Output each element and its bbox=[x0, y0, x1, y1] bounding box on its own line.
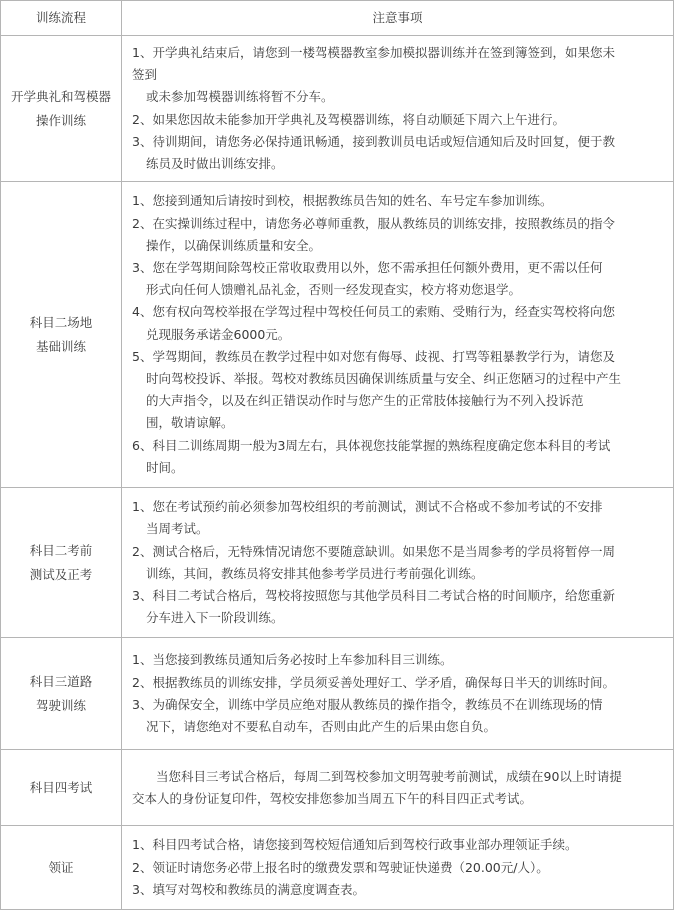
stage-cell bbox=[1, 182, 122, 488]
table-row bbox=[1, 488, 674, 638]
note-line: 1、当您接到教练员通知后务必按时上车参加科目三训练。 bbox=[132, 652, 453, 668]
stage-label: 科目三道路 bbox=[29, 673, 93, 689]
note-line: 时向驾校投诉、举报。驾校对教练员因确保训练质量与安全、纠正您陋习的过程中产生 bbox=[146, 371, 622, 387]
stage-label: 操作训练 bbox=[35, 112, 86, 128]
stage-label: 驾驶训练 bbox=[35, 697, 86, 713]
note-line: 或未参加驾模器训练将暂不分车。 bbox=[146, 89, 334, 105]
table-header-row bbox=[1, 1, 674, 36]
stage-cell bbox=[1, 36, 122, 182]
stage-label: 测试及正考 bbox=[29, 566, 93, 582]
table-row bbox=[1, 182, 674, 488]
notes-cell bbox=[122, 182, 674, 488]
note-line: 3、您在学驾期间除驾校正常收取费用以外，您不需承担任何额外费用，更不需以任何 bbox=[132, 260, 603, 275]
header-stage: 训练流程 bbox=[1, 1, 122, 36]
note-line: 围，敬请谅解。 bbox=[146, 415, 234, 431]
stage-cell bbox=[1, 750, 122, 826]
notes-cell bbox=[122, 488, 674, 638]
note-line: 2、如果您因故未能参加开学典礼及驾模器训练，将自动顺延下周六上午进行。 bbox=[132, 111, 565, 127]
note-line: 2、根据教练员的训练安排，学员须妥善处理好工、学矛盾，确保每日半天的训练时间。 bbox=[132, 674, 615, 690]
note-line: 3、填写对驾校和教练员的满意度调查表。 bbox=[132, 881, 365, 897]
note-line: 3、待训期间，请您务必保持通讯畅通，接到教训员电话或短信通知后及时回复，便于教 bbox=[132, 133, 615, 149]
notes-cell bbox=[122, 638, 674, 750]
note-line: 2、在实操训练过程中，请您务必尊师重教，服从教练员的训练安排，按照教练员的指令 bbox=[132, 215, 615, 231]
stage-label: 基础训练 bbox=[35, 338, 86, 354]
notes-cell bbox=[122, 36, 674, 182]
note-line: 3、科目二考试合格后，驾校将按照您与其他学员科目二考试合格的时间顺序，给您重新 bbox=[132, 587, 615, 603]
note-line: 1、科目四考试合格，请您接到驾校短信通知后到驾校行政事业部办理领证手续。 bbox=[132, 837, 578, 853]
note-line: 1、开学典礼结束后，请您到一楼驾模器教室参加模拟器训练并在签到簿签到，如果您未 bbox=[132, 45, 615, 60]
note-line: 4、您有权向驾校举报在学驾过程中驾校任何员工的索贿、受贿行为，经查实驾校将向您 bbox=[132, 304, 615, 320]
note-line: 分车进入下一阶段训练。 bbox=[146, 610, 284, 626]
note-line: 况下，请您绝对不要私自动车，否则由此产生的后果由您自负。 bbox=[146, 718, 497, 734]
table-row bbox=[1, 638, 674, 750]
note-line: 签到 bbox=[132, 67, 158, 83]
note-line: 3、为确保安全，训练中学员应绝对服从教练员的操作指令，教练员不在训练现场的情 bbox=[132, 696, 603, 712]
notes-cell bbox=[122, 750, 674, 826]
note-line: 5、学驾期间，教练员在教学过程中如对您有侮辱、歧视、打骂等粗暴教学行为，请您及 bbox=[132, 348, 615, 364]
stage-cell bbox=[1, 826, 122, 910]
note-line: 交本人的身份证复印件，驾校安排您参加当周五下午的科目四正式考试。 bbox=[132, 790, 533, 806]
note-line: 兑现服务承诺金6000元。 bbox=[146, 326, 291, 342]
note-paragraph: 当您科目三考试合格后，每周二到驾校参加文明驾驶考前测试，成绩在90以上时请提 bbox=[156, 768, 622, 784]
note-line: 6、科目二训练周期一般为3周左右，具体视您技能掌握的熟练程度确定您本科目的考试 bbox=[132, 437, 611, 453]
stage-label: 领证 bbox=[48, 859, 74, 875]
note-line: 1、您在考试预约前必须参加驾校组织的考前测试，测试不合格或不参加考试的不安排 bbox=[132, 499, 603, 515]
stage-label: 科目四考试 bbox=[29, 779, 93, 795]
note-line: 当周考试。 bbox=[146, 521, 209, 537]
note-line: 1、您接到通知后请按时到校，根据教练员告知的姓名、车号定车参加训练。 bbox=[132, 193, 553, 209]
stage-label: 科目二场地 bbox=[29, 314, 93, 330]
note-line: 形式向任何人馈赠礼品礼金，否则一经发现查实，校方将劝您退学。 bbox=[146, 282, 522, 298]
stage-cell bbox=[1, 488, 122, 638]
note-line: 练员及时做出训练安排。 bbox=[146, 156, 284, 172]
table-row bbox=[1, 750, 674, 826]
note-line: 的大声指令，以及在纠正错误动作时与您产生的正常肢体接触行为不列入投诉范 bbox=[146, 393, 584, 409]
table-row bbox=[1, 826, 674, 910]
note-line: 时间。 bbox=[146, 459, 184, 475]
stage-cell bbox=[1, 638, 122, 750]
note-line: 训练，其间，教练员将安排其他参考学员进行考前强化训练。 bbox=[146, 565, 484, 581]
stage-label: 开学典礼和驾模器 bbox=[10, 88, 111, 104]
table-row bbox=[1, 36, 674, 182]
note-line: 2、领证时请您务必带上报名时的缴费发票和驾驶证快递费（20.00元/人）。 bbox=[132, 859, 549, 875]
notes-cell bbox=[122, 826, 674, 910]
stage-label: 科目二考前 bbox=[29, 542, 93, 558]
note-line: 2、测试合格后，无特殊情况请您不要随意缺训。如果您不是当周参考的学员将暂停一周 bbox=[132, 543, 615, 559]
header-notes: 注意事项 bbox=[122, 1, 674, 36]
note-line: 操作，以确保训练质量和安全。 bbox=[146, 237, 322, 253]
